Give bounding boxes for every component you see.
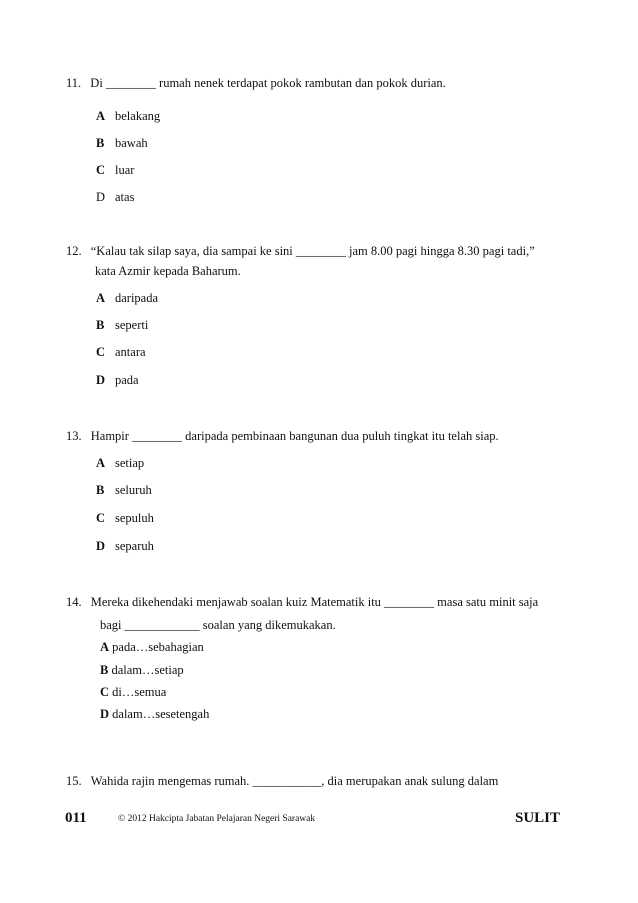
option-a (96, 457, 144, 470)
option-letter: D (96, 539, 106, 553)
option-text: sepuluh (115, 511, 154, 525)
option-letter: A (96, 109, 106, 123)
question-15 (66, 775, 498, 788)
option-letter: A (96, 456, 106, 470)
option-a (100, 641, 204, 654)
option-a (96, 110, 160, 123)
option-letter: A (96, 291, 106, 305)
option-text: setiap (115, 456, 145, 470)
option-text: seperti (115, 318, 149, 332)
option-b (96, 319, 148, 332)
option-text: pada…sebahagian (112, 640, 204, 654)
question-stem-continued: kata Azmir kepada Baharum. (95, 264, 241, 278)
option-letter: D (100, 707, 110, 721)
option-letter: D (96, 373, 106, 387)
option-letter: B (100, 663, 109, 677)
question-number: 12. (66, 244, 82, 258)
question-stem: Di ________ rumah nenek terdapat pokok rambutan dan pokok durian. (90, 76, 446, 90)
option-text: di…semua (112, 685, 167, 699)
copyright-notice: © 2012 Hakcipta Jabatan Pelajaran Negeri Sarawak (118, 814, 316, 824)
question-number: 13. (66, 429, 82, 443)
option-text: dalam…sesetengah (112, 707, 210, 721)
option-letter: C (100, 685, 110, 699)
option-text: daripada (115, 291, 159, 305)
option-d (96, 540, 154, 553)
option-letter: C (96, 163, 106, 177)
option-text: atas (115, 190, 135, 204)
question-number: 11. (66, 76, 82, 90)
question-number: 14. (66, 595, 82, 609)
option-text: dalam…setiap (111, 663, 184, 677)
option-letter: A (100, 640, 110, 654)
option-letter: B (96, 136, 105, 150)
option-text: luar (115, 163, 135, 177)
question-stem: Mereka dikehendaki menjawab soalan kuiz Matematik itu ________ masa satu minit saja (90, 595, 539, 609)
option-d (96, 374, 139, 387)
option-b (96, 137, 148, 150)
option-b (100, 664, 184, 677)
question-number: 15. (66, 774, 82, 788)
option-c (96, 164, 134, 177)
option-a (96, 292, 158, 305)
option-text: separuh (115, 539, 154, 553)
option-letter: D (96, 190, 106, 204)
paper-code: 011 (65, 810, 87, 826)
option-c (96, 512, 154, 525)
option-b (96, 484, 152, 497)
question-11 (66, 77, 446, 90)
question-13 (66, 430, 499, 443)
option-text: bawah (115, 136, 148, 150)
question-stem: “Kalau tak silap saya, dia sampai ke sini ________ jam 8.00 pagi hingga 8.30 pagi tadi,” (90, 244, 535, 258)
question-stem: Hampir ________ daripada pembinaan bangunan dua puluh tingkat itu telah siap. (90, 429, 499, 443)
option-c (100, 686, 166, 699)
question-12 (66, 245, 535, 258)
option-d (96, 191, 134, 204)
option-text: antara (115, 345, 146, 359)
classification-mark: SULIT (515, 810, 561, 826)
option-text: seluruh (115, 483, 152, 497)
option-letter: C (96, 511, 106, 525)
question-stem-continued: bagi ____________ soalan yang dikemukakan. (100, 618, 336, 632)
option-text: belakang (115, 109, 161, 123)
question-stem: Wahida rajin mengemas rumah. ___________, dia merupakan anak sulung dalam (90, 774, 499, 788)
option-text: pada (115, 373, 139, 387)
option-c (96, 346, 146, 359)
option-d (100, 708, 209, 721)
question-14 (66, 596, 538, 609)
option-letter: C (96, 345, 106, 359)
option-letter: B (96, 483, 105, 497)
option-letter: B (96, 318, 105, 332)
